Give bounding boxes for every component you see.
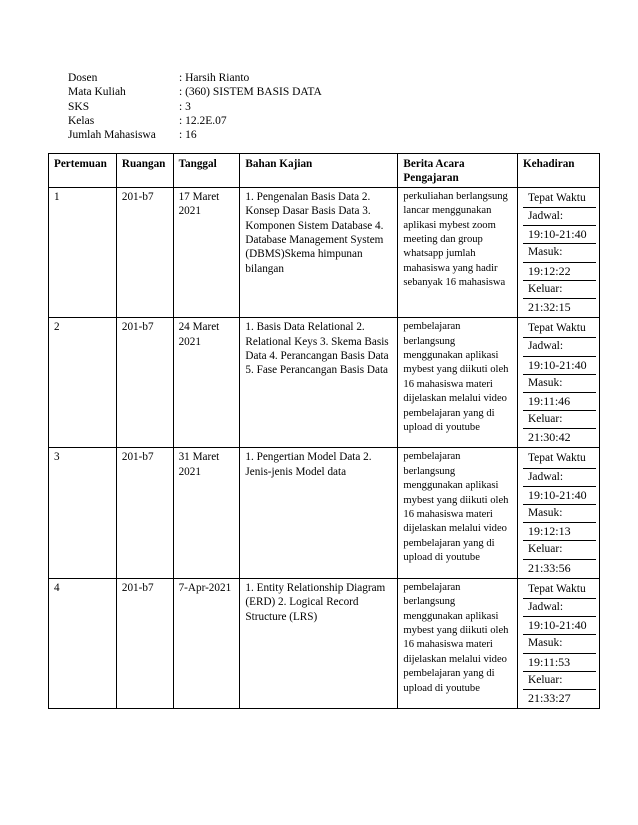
kehadiran-jadwal-value: 19:10-21:40 <box>523 617 596 635</box>
cell-tanggal: 7-Apr-2021 <box>173 578 240 708</box>
cell-ruangan: 201-b7 <box>116 187 173 317</box>
table-row <box>49 187 600 317</box>
kehadiran-keluar-value: 21:33:56 <box>527 560 571 575</box>
cell-kehadiran <box>517 448 599 578</box>
cell-bahan-kajian: 1. Pengertian Model Data 2. Jenis-jenis Model data <box>240 448 398 578</box>
cell-bahan-kajian: 1. Entity Relationship Diagram (ERD) 2. Logical Record Structure (LRS) <box>240 578 398 708</box>
cell-ruangan: 201-b7 <box>116 448 173 578</box>
kehadiran-keluar-value: 21:33:27 <box>527 690 571 705</box>
kehadiran-masuk-label: Masuk: <box>523 375 596 393</box>
info-value: : 3 <box>179 100 191 113</box>
info-label: Kelas <box>68 114 95 127</box>
kehadiran-keluar-label: Keluar: <box>523 281 596 299</box>
cell-kehadiran <box>517 318 599 448</box>
kehadiran-jadwal-value: 19:10-21:40 <box>523 226 596 244</box>
cell-tanggal: 17 Maret 2021 <box>173 187 240 317</box>
kehadiran-jadwal-label: Jadwal: <box>523 469 596 487</box>
info-label: Jumlah Mahasiswa <box>68 129 156 142</box>
col-header-pertemuan: Pertemuan <box>49 154 117 188</box>
info-value: : Harsih Rianto <box>179 72 250 84</box>
kehadiran-jadwal-label: Jadwal: <box>523 338 596 356</box>
cell-pertemuan: 1 <box>49 187 117 317</box>
kehadiran-status: Tepat Waktu <box>523 450 596 468</box>
kehadiran-keluar-label: Keluar: <box>523 411 596 429</box>
kehadiran-masuk-label: Masuk: <box>523 244 596 262</box>
col-header-kehadiran: Kehadiran <box>517 154 599 188</box>
course-info <box>68 71 322 142</box>
cell-tanggal: 31 Maret 2021 <box>173 448 240 578</box>
kehadiran-masuk-value: 19:12:22 <box>523 263 596 281</box>
cell-berita-acara: perkuliahan berlangsung lancar menggunakan aplikasi mybest zoom meeting dan group whatsapp jumlah mahasiswa yang hadir sebanyak 16 mahasiswa <box>398 187 518 317</box>
col-header-bahan-kajian: Bahan Kajian <box>240 154 398 188</box>
table-row <box>49 448 600 578</box>
kehadiran-masuk-label: Masuk: <box>523 635 596 653</box>
kehadiran-jadwal-label: Jadwal: <box>523 599 596 617</box>
cell-bahan-kajian: 1. Pengenalan Basis Data 2. Konsep Dasar Basis Data 3. Komponen Sistem Database 4. Database Management System (DBMS)Skema himpunan bilangan <box>240 187 398 317</box>
kehadiran-masuk-value: 19:12:13 <box>523 523 596 541</box>
table-row <box>49 578 600 708</box>
kehadiran-status: Tepat Waktu <box>523 581 596 599</box>
table-row <box>49 318 600 448</box>
kehadiran-masuk-label: Masuk: <box>523 505 596 523</box>
col-header-ruangan: Ruangan <box>116 154 173 188</box>
kehadiran-jadwal-label: Jadwal: <box>523 208 596 226</box>
col-header-tanggal: Tanggal <box>173 154 240 188</box>
kehadiran-keluar-label: Keluar: <box>523 541 596 559</box>
cell-pertemuan: 3 <box>49 448 117 578</box>
cell-pertemuan: 2 <box>49 318 117 448</box>
kehadiran-masuk-value: 19:11:53 <box>523 654 596 672</box>
kehadiran-keluar-value: 21:32:15 <box>527 299 571 314</box>
kehadiran-keluar-value: 21:30:42 <box>527 430 571 445</box>
cell-berita-acara: pembelajaran berlangsung menggunakan aplikasi mybest yang diikuti oleh 16 mahasiswa materi dijelaskan melalui video pembelajaran yang di upload di youtube <box>398 318 518 448</box>
info-row-mata-kuliah <box>68 85 322 99</box>
cell-berita-acara: pembelajaran berlangsung menggunakan aplikasi mybest yang diikuti oleh 16 mahasiswa materi dijelaskan melalui video pembelajaran yang di upload di youtube <box>398 578 518 708</box>
info-value: : 16 <box>179 129 197 142</box>
info-label: Mata Kuliah <box>68 86 126 99</box>
info-row-sks <box>68 100 322 114</box>
cell-bahan-kajian: 1. Basis Data Relational 2. Relational Keys 3. Skema Basis Data 4. Perancangan Basis Data 5. Fase Perancangan Basis Data <box>240 318 398 448</box>
info-row-jumlah-mahasiswa <box>68 128 322 142</box>
cell-tanggal: 24 Maret 2021 <box>173 318 240 448</box>
cell-berita-acara: pembelajaran berlangsung menggunakan aplikasi mybest yang diikuti oleh 16 mahasiswa materi dijelaskan melalui video pembelajaran yang di upload di youtube <box>398 448 518 578</box>
kehadiran-status: Tepat Waktu <box>523 320 596 338</box>
info-row-kelas <box>68 114 322 128</box>
kehadiran-masuk-value: 19:11:46 <box>523 393 596 411</box>
kehadiran-jadwal-value: 19:10-21:40 <box>523 487 596 505</box>
table-header-row <box>49 154 600 188</box>
cell-kehadiran <box>517 578 599 708</box>
kehadiran-jadwal-value: 19:10-21:40 <box>523 357 596 375</box>
kehadiran-keluar-label: Keluar: <box>523 672 596 690</box>
info-label: Dosen <box>68 72 98 84</box>
info-value: : 12.2E.07 <box>179 114 227 127</box>
info-label: SKS <box>68 100 90 113</box>
col-header-berita-acara: Berita Acara Pengajaran <box>398 154 518 188</box>
attendance-table <box>48 153 600 709</box>
cell-kehadiran <box>517 187 599 317</box>
info-row-dosen <box>68 71 322 85</box>
cell-ruangan: 201-b7 <box>116 318 173 448</box>
kehadiran-status: Tepat Waktu <box>523 190 596 208</box>
info-value: : (360) SISTEM BASIS DATA <box>179 86 322 99</box>
cell-pertemuan: 4 <box>49 578 117 708</box>
cell-ruangan: 201-b7 <box>116 578 173 708</box>
